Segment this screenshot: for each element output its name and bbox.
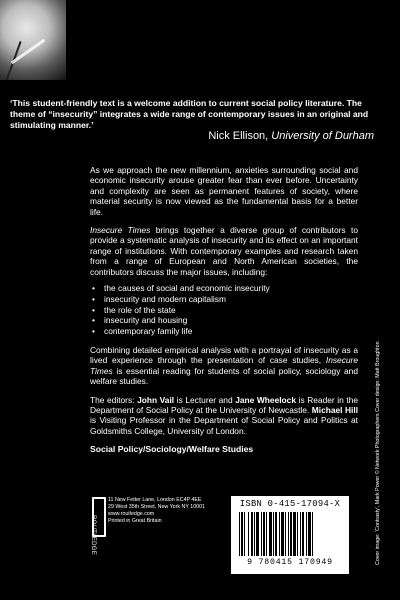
list-item: • contemporary family life <box>90 326 358 337</box>
address-line: www.routledge.com <box>108 511 155 517</box>
editors-lead: The editors: <box>90 394 135 405</box>
cover-credits: Cover image: ‘Contrasty’, Mark Power © Network Photographers Cover design: Matt Broughton <box>375 341 381 565</box>
editor-name: Michael Hill <box>311 405 359 416</box>
editors-text: is Lecturer and <box>176 394 233 405</box>
editors-text: is Visiting Professor in the Department of Social Policy and Politics at Goldsmiths College, University of London. <box>90 415 358 436</box>
list-item: • insecurity and housing <box>90 315 358 326</box>
subject-categories: Social Policy/Sociology/Welfare Studies <box>90 444 254 455</box>
issues-list <box>90 283 358 337</box>
address-line: Printed in Great Britain <box>108 518 162 524</box>
intro-paragraph: As we approach the new millennium, anxieties surrounding social and economic insecurity arouse greater fear than ever before. Uncertainty and complexity are seen as permanent features of society, where material security is now viewed as the fundamental basis for a better life. <box>90 165 358 217</box>
quote-attribution <box>208 130 374 143</box>
book-title-inline: Insecure Times <box>90 225 151 236</box>
book-title-inline: Insecure Times <box>90 355 358 376</box>
barcode-bars <box>239 512 341 556</box>
publisher-address <box>108 497 228 525</box>
blurb-body <box>90 165 358 455</box>
editor-name: Jane Wheelock <box>235 394 296 405</box>
conclusion-start: Combining detailed empirical analysis with a portrayal of insecurity as a lived experience through the presentation of case studies, <box>90 345 358 366</box>
editors-paragraph <box>90 395 358 437</box>
list-item: • the causes of social and economic insecurity <box>90 283 358 294</box>
quote-author-affiliation: University of Durham <box>271 130 374 142</box>
quote-author-name: Nick Ellison, <box>208 130 269 142</box>
editor-name: John Vail <box>137 394 175 405</box>
review-quote: ‘This student-friendly text is a welcome addition to current social policy literature. The theme of “insecurity” integrates a wide range of contemporary issues in an original and stimulating manner.’ <box>10 98 369 130</box>
ean-number: 9 780415 170949 <box>247 558 333 567</box>
editors-text: is Reader in the Department of Social Policy at the University of Newcastle. <box>90 394 359 416</box>
address-line: 29 West 35th Street, New York NY 10001 <box>108 504 205 510</box>
cover-photo <box>0 0 66 80</box>
address-line: 11 New Fetter Lane, London EC4P 4EE <box>108 497 202 503</box>
isbn-text: ISBN 0-415-17094-X <box>239 499 341 509</box>
overview-text: brings together a diverse group of contributors to provide a systematic analysis of insecurity and its effect on an important range of institutions. With contemporary examples and research taken from a range of European and North American societies, the contributors discuss the major issues, including: <box>90 225 358 277</box>
publisher-logo-text: ROUTLEDGE <box>90 515 96 556</box>
list-item: • the role of the state <box>90 305 358 316</box>
list-item: • insecurity and modern capitalism <box>90 294 358 305</box>
conclusion-paragraph <box>90 345 358 387</box>
barcode-panel <box>231 496 349 574</box>
barcode-stripe <box>313 512 315 556</box>
conclusion-end: is essential reading for students of social policy, sociology and welfare studies. <box>90 365 358 387</box>
overview-paragraph <box>90 225 358 277</box>
